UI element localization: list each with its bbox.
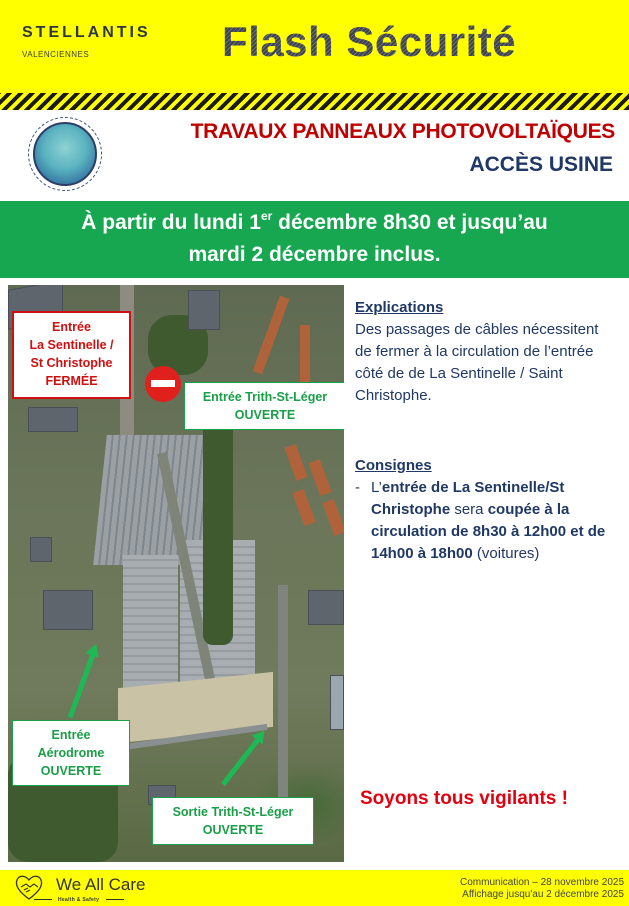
divider-line — [34, 899, 52, 900]
map-houses — [292, 489, 315, 526]
bullet-dash: - — [355, 479, 360, 496]
communication-info — [460, 877, 624, 901]
aerodrome-entrance-label — [12, 720, 130, 786]
label-line: Entrée — [52, 320, 91, 334]
explanations-section — [355, 297, 617, 407]
page-title: Flash Sécurité — [222, 18, 517, 65]
label-line: La Sentinelle / — [29, 338, 114, 352]
text-fragment: (voitures) — [472, 545, 540, 562]
explanations-heading: Explications — [355, 299, 444, 316]
map-building — [308, 590, 344, 625]
status-closed: FERMÉE — [45, 374, 98, 388]
instructions-section — [355, 455, 617, 565]
map-building — [43, 590, 93, 630]
map-houses — [322, 499, 344, 536]
map-parking-lot — [123, 555, 178, 695]
map-houses — [253, 296, 290, 375]
status-open: OUVERTE — [202, 823, 264, 837]
map-tree-line — [203, 405, 233, 645]
sentinelle-entrance-label — [12, 311, 131, 399]
green-arrow-icon — [68, 651, 97, 718]
date-line-1-rest: décembre 8h30 et jusqu’au — [272, 211, 548, 234]
footer-band — [0, 870, 629, 906]
text-fragment: sera — [450, 501, 488, 518]
brand-city: VALENCIENNES — [22, 50, 90, 59]
handshake-heart-icon — [14, 873, 44, 901]
title-block — [0, 110, 629, 200]
works-title: TRAVAUX PANNEAUX PHOTOVOLTAÏQUES — [190, 120, 615, 143]
date-banner — [0, 201, 629, 278]
map-building — [188, 290, 220, 330]
label-line: Sortie Trith-St-Léger — [172, 805, 294, 819]
explanations-text: Des passages de câbles nécessitent de fermer à la circulation de l’entrée côté de de La Sentinelle / Saint Christophe. — [355, 321, 599, 404]
label-line: Aérodrome — [37, 746, 105, 760]
hazard-stripe-divider — [0, 93, 629, 110]
instruction-item — [355, 477, 617, 565]
green-arrow-icon — [221, 736, 262, 786]
communication-date: Communication – 28 novembre 2025 — [460, 877, 624, 888]
trith-exit-label — [152, 797, 314, 845]
map-building — [28, 407, 78, 432]
label-line: Entrée — [51, 728, 91, 742]
date-line-2: mardi 2 décembre inclus. — [188, 243, 441, 266]
we-all-care-title: We All Care — [56, 875, 146, 894]
map-building — [330, 675, 344, 730]
header-band — [0, 0, 629, 93]
valenciennes-2025-logo-icon — [33, 122, 97, 186]
vigilance-message: Soyons tous vigilants ! — [360, 788, 568, 809]
status-open: OUVERTE — [234, 408, 296, 422]
map-building — [30, 537, 52, 562]
date-line-1-text: À partir du lundi 1 — [81, 211, 261, 234]
map-houses — [308, 459, 331, 496]
text-fragment: L’ — [371, 479, 382, 496]
status-open: OUVERTE — [40, 764, 102, 778]
divider-line — [106, 899, 124, 900]
map-houses — [300, 325, 310, 385]
no-entry-icon — [145, 366, 181, 402]
aerial-site-map — [8, 285, 344, 862]
text-fragment-bold: coupée à la circulation de 8h30 à 12h00 et de 14h00 à 18h00 — [371, 501, 606, 562]
trith-entrance-label — [184, 382, 344, 430]
date-line-1 — [0, 207, 629, 239]
display-until-date: Affichage jusqu'au 2 décembre 2025 — [462, 889, 624, 900]
ordinal-superscript: er — [260, 209, 273, 223]
label-line: Entrée Trith-St-Léger — [202, 390, 328, 404]
label-line: St Christophe — [30, 356, 113, 370]
stellantis-logo — [22, 24, 151, 59]
instruction-text — [371, 477, 617, 565]
factory-access-subtitle: ACCÈS USINE — [469, 153, 613, 176]
health-safety-subtitle: Health & Safety — [58, 897, 100, 903]
map-houses — [284, 444, 307, 481]
brand-name: STELLANTIS — [22, 24, 151, 41]
text-fragment-bold: entrée de La Sentinelle/St Christophe — [371, 479, 565, 518]
instructions-heading: Consignes — [355, 457, 432, 474]
